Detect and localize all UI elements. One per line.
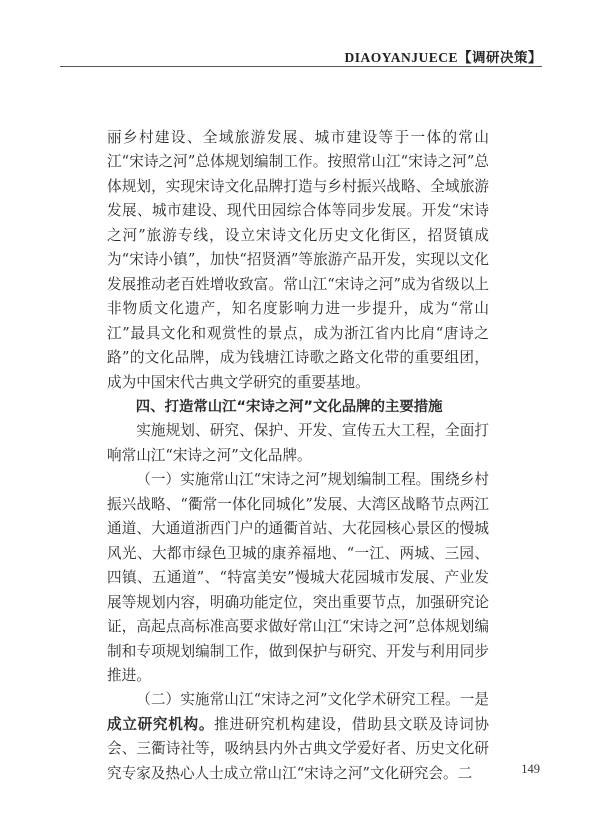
paragraph-research xyxy=(107,688,489,786)
research-lead: （二）实施常山江“宋诗之河”文化学术研究工程。一是 xyxy=(136,691,489,709)
header-bracket-close: 】 xyxy=(528,50,542,65)
research-bold-phrase: 成立研究机构。 xyxy=(107,715,215,733)
paragraph-intro: 实施规划、研究、保护、开发、宣传五大工程，全面打响常山江“宋诗之河”文化品牌。 xyxy=(107,422,489,464)
header-bracket-open: 【 xyxy=(458,50,472,65)
header-section: 调研决策 xyxy=(472,50,528,65)
running-header xyxy=(344,46,542,66)
section-heading: 四、打造常山江“宋诗之河”文化品牌的主要措施 xyxy=(135,398,443,415)
research-rest: 推进研究机构建设，借助县文联及诗词协会、三衢诗社等，吸纳县内外古典文学爱好者、历史文化研究专家及热心人士成立常山江“宋诗之河”文化研究会。二 xyxy=(107,715,489,782)
body-text xyxy=(107,126,489,786)
page-number: 149 xyxy=(521,762,540,776)
header-rule xyxy=(60,66,542,67)
header-label: DIAOYANJUECE xyxy=(344,50,458,65)
paragraph-planning: （一）实施常山江“宋诗之河”规划编制工程。围绕乡村振兴战略、“衢常一体化同城化”发展、大湾区战略节点两江通道、大通道浙西门户的通衢首站、大花园核心景区的慢城风光、大都市绿色卫城的康养福地、“一江、两城、三园、四镇、五通道”、“特富美安”慢城大花园城市发展、产业发展等规划内容，明确功能定位，突出重要节点，加强研究论证，高起点高标准高要求做好常山江“宋诗之河”总体规划编制和专项规划编制工作，做到保护与研究、开发与利用同步推进。 xyxy=(107,471,489,684)
paragraph-continuation: 丽乡村建设、全域旅游发展、城市建设等于一体的常山江“宋诗之河”总体规划编制工作。按照常山江“宋诗之河”总体规划，实现宋诗文化品牌打造与乡村振兴战略、全域旅游发展、城市建设、现代田园综合体等同步发展。开发“宋诗之河”旅游专线，设立宋诗文化历史文化街区，招贤镇成为“宋诗小镇”，加快“招贤酒”等旅游产品开发，实现以文化发展推动老百姓增收致富。常山江“宋诗之河”成为省级以上非物质文化遗产，知名度影响力进一步提升，成为“常山江”最具文化和观赏性的景点，成为浙江省内比肩“唐诗之路”的文化品牌，成为钱塘江诗歌之路文化带的重要组团，成为中国宋代古典文学研究的重要基地。 xyxy=(107,129,489,391)
